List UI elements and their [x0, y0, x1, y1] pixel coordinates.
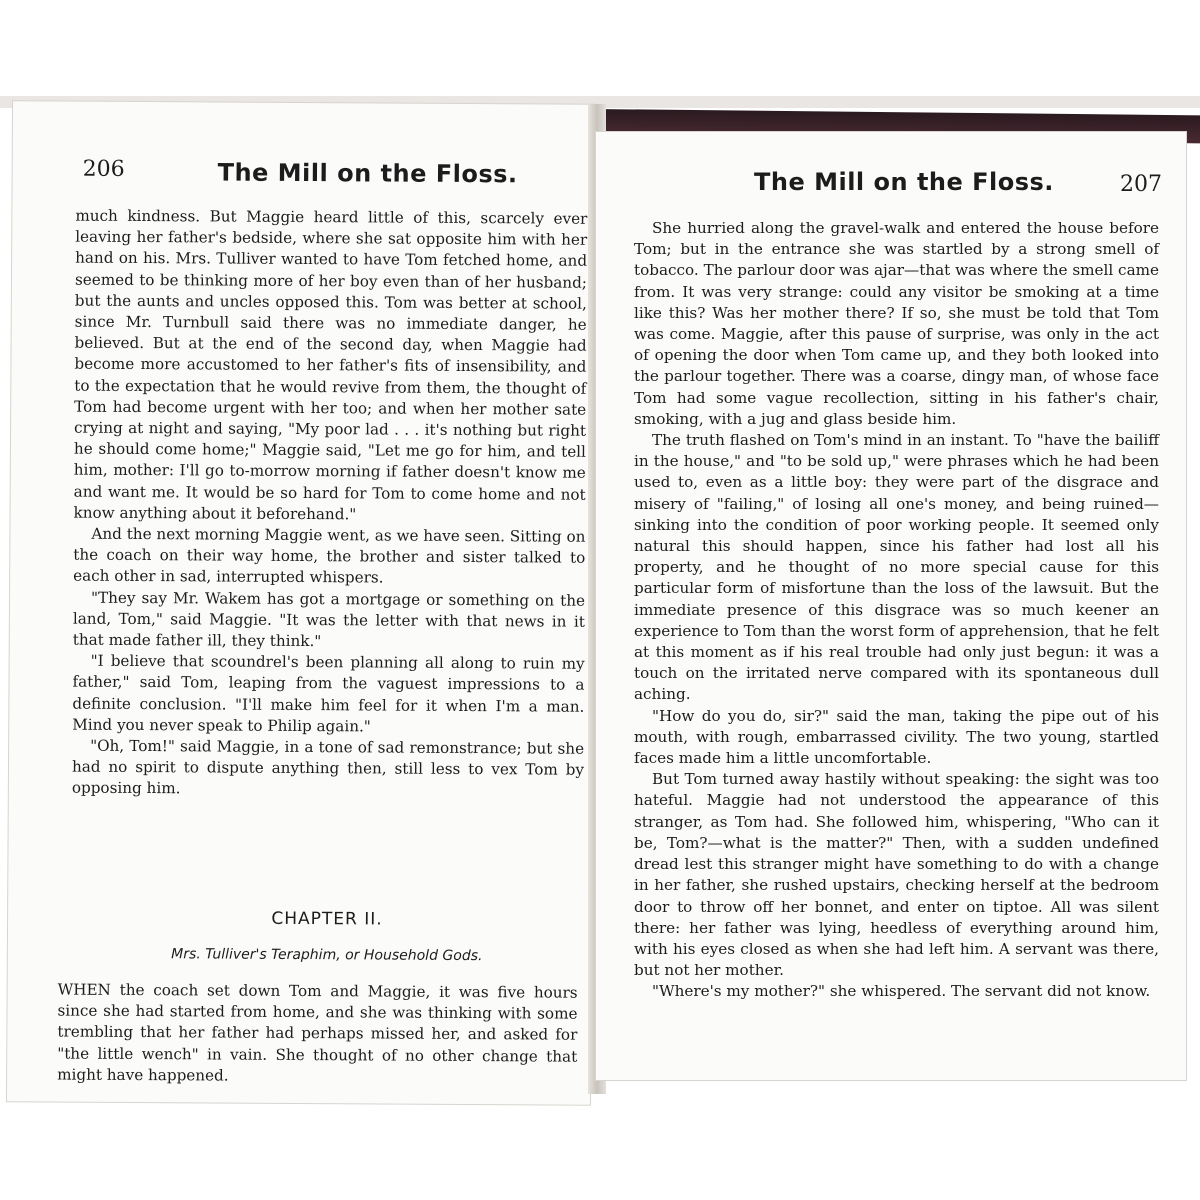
paragraph: The truth flashed on Tom's mind in an instant. To "have the bailiff in the house," and "to be sold up," were phrases which he had been used to, even as a little boy: they were part of the disgrace and misery of "failing," of losing all one's money, and being ruined—sinking into the condition of poor working people. It seemed only natural this should happen, since his father had lost all his property, and he thought of no more special cause for this particular form of misfortune than the loss of the lawsuit. But the immediate presence of this disgrace was so much keener an experience to Tom than the worst form of apprehension, that he felt at this moment as if his real trouble had only just begun: it was a touch on the irritated nerve compared with its spontaneous dull aching.	[634, 431, 1159, 704]
left-body-text	[72, 206, 588, 803]
running-title: The Mill on the Floss.	[754, 168, 1054, 196]
paragraph	[57, 980, 578, 1089]
paragraph: She hurried along the gravel-walk and entered the house before Tom; but in the entrance she was startled by a strong smell of tobacco. The parlour door was ajar—that was where the smell came from. It was very strange: could any visitor be smoking at a time like this? Was her mother there? If so, she must be told that Tom was come. Maggie, after this pause of surprise, was only in the act of opening the door when Tom came up, and they both looked into the parlour together. There was a coarse, dingy man, of whose face Tom had some vague recollection, sitting in his father's chair, smoking, with a jug and glass beside him.	[634, 219, 1160, 428]
page-number: 207	[1120, 172, 1162, 197]
chapter-opening-text	[57, 980, 578, 1089]
chapter-text: the coach set down Tom and Maggie, it was five hours since she had started from home, and she was thinking with some trembling that her father had perhaps missed her, and asked for "the little wench" in vain. She thought of no other change that might have happened.	[57, 980, 578, 1085]
chapter-heading: CHAPTER II.	[271, 908, 383, 930]
paragraph: "How do you do, sir?" said the man, taking the pipe out of his mouth, with rough, embarrassed civility. The two young, startled faces made him a little uncomfortable.	[634, 706, 1159, 768]
page-number: 206	[82, 156, 125, 182]
left-page	[7, 101, 596, 1105]
chapter-subtitle: Mrs. Tulliver's Teraphim, or Household Gods.	[171, 946, 483, 965]
opening-word: WHEN	[57, 980, 111, 999]
paragraph: "Oh, Tom!" said Maggie, in a tone of sad remonstrance; but she had no spirit to dispute anything then, still less to vex Tom by opposing him.	[71, 736, 585, 798]
paragraph: And the next morning Maggie went, as we have seen. Sitting on the coach on their way home, the brother and sister talked to each other in sad, interrupted whispers.	[73, 524, 586, 587]
right-page	[596, 132, 1186, 1080]
running-title: The Mill on the Floss.	[217, 158, 518, 189]
paragraph: "I believe that scoundrel's been planning all along to ruin my father," said Tom, leaping from the vaguest impressions to a definite conclusion. "I'll make him feel for it when I'm a man. Mind you never speak to Philip again."	[72, 651, 585, 736]
paragraph: much kindness. But Maggie heard little of this, scarcely ever leaving her father's bedside, where she sat opposite him with her hand on his. Mrs. Tulliver wanted to have Tom fetched home, and seemed to be thinking more of her boy even than of her husband; but the aunts and uncles opposed this. Tom was better at school, since Mr. Turnbull said there was no immediate danger, he believed. But at the end of the second day, when Maggie had become more accustomed to her father's fits of insensibility, and to the expectation that he would revive from them, the thought of Tom had become urgent with her too; and when her mother sate crying at night and saying, "My poor lad . . . it's nothing but right he should come home;" Maggie said, "Let me go for him, and tell him, mother: I'll go to-morrow morning if father doesn't know me and want me. It would be so hard for Tom to come home and not know anything about it beforehand."	[73, 206, 588, 524]
paragraph: "They say Mr. Wakem has got a mortgage or something on the land, Tom," said Maggie. "It was the letter with that news in it that made father ill, they think."	[72, 588, 586, 651]
right-body-text	[634, 218, 1159, 1003]
paragraph: "Where's my mother?" she whispered. The servant did not know.	[652, 982, 1151, 1001]
paragraph: But Tom turned away hastily without speaking: the sight was too hateful. Maggie had not understood the appearance of this stranger, as Tom had. She followed him, whispering, "Who can it be, Tom?—what is the matter?" Then, with a sudden undefined dread lest this stranger might have something to do with a change in her father, she rushed upstairs, checking herself at the bedroom door to throw off her bonnet, and enter on tiptoe. All was silent there: her father was lying, heedless of everything around him, with his eyes closed as when she had left him. A servant was there, but not her mother.	[634, 770, 1159, 980]
